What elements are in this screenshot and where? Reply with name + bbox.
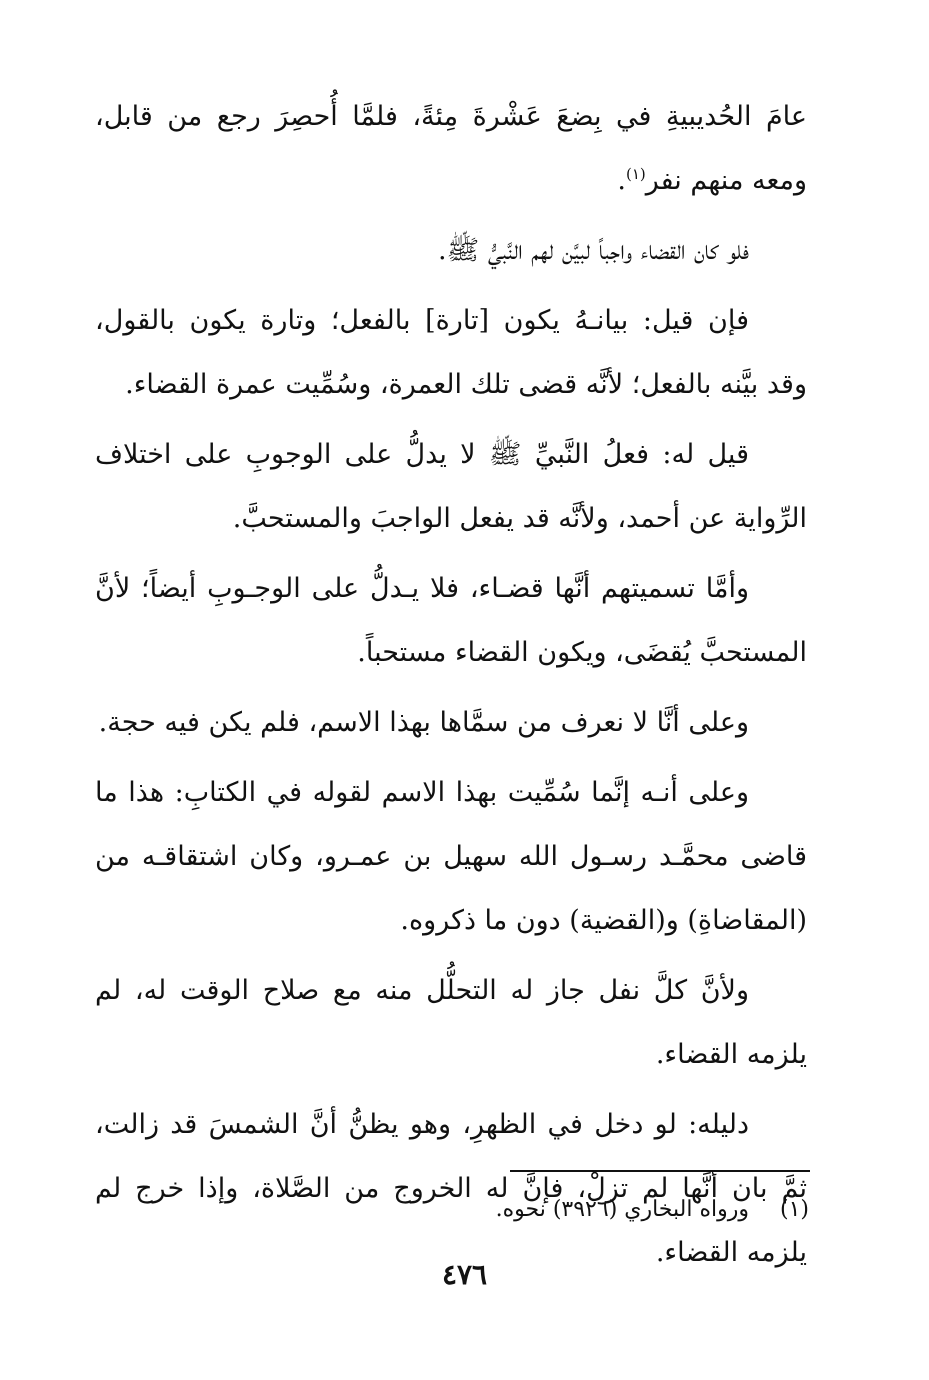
paragraph-1-end: . (617, 165, 626, 196)
footnote-divider (510, 1170, 810, 1172)
paragraph-2: فلو كان القضاء واجباً لبيَّن لهم النَّبيُّ ﷺ. (438, 235, 749, 266)
footnote (209, 1190, 809, 1230)
paragraph-4: قيل له: فعلُ النَّبيِّ ﷺ لا يدلُّ على الوجوبِ على اختلاف الرِّواية عن أحمد، ولأنَّه قد يفعل الواجبَ والمستحبَّ. (95, 439, 807, 534)
footnote-reference[interactable]: (١) (625, 165, 646, 183)
paragraph-7: وعلى أنـه إنَّما سُمِّيت بهذا الاسم لقوله في الكتابِ: هذا ما قاضى محمَّـد رسـول الله سهيل بن عمـرو، وكان اشتقاقـه من (المقاضاةِ) و(القضية) دون ما ذكروه. (95, 777, 807, 936)
page-body (95, 85, 807, 1291)
page-number: ٤٧٦ (441, 1258, 488, 1291)
paragraph-3: فإن قيل: بيانـهُ يكون [تارة] بالفعل؛ وتارة يكون بالقول، وقد بيَّنه بالفعل؛ لأنَّه قضى تلك العمرة، وسُمِّيت عمرة القضاء. (95, 305, 807, 400)
footnote-number: (١) (779, 1197, 809, 1222)
paragraph-5: وأمَّا تسميتهم أنَّها قضـاء، فلا يـدلُّ على الوجـوبِ أيضاً؛ لأنَّ المستحبَّ يُقضَى، ويكون القضاء مستحباً. (95, 573, 807, 668)
paragraph-8: ولأنَّ كلَّ نفل جاز له التحلُّل منه مع صلاح الوقت له، لم يلزمه القضاء. (95, 975, 807, 1070)
paragraph-9: دليله: لو دخل في الظهرِ، وهو يظنُّ أنَّ الشمسَ قد زالت، ثمَّ بان أنَّها لم تزلْ، فإنَّ له الخروج من الصَّلاة، وإذا خرج لم يلزمه القضاء. (95, 1109, 807, 1268)
paragraph-6: وعلى أنَّا لا نعرف من سمَّاها بهذا الاسم، فلم يكن فيه حجة. (98, 707, 749, 738)
footnote-text: ورواه البخاري (٣٩٢٦) نحوه. (495, 1197, 749, 1222)
paragraph-1-text: عامَ الحُديبيةِ في بِضعَ عَشْرةَ مِئةً، فلمَّا أُحصِرَ رجع من قابل، ومعه منهم نفر (95, 101, 807, 196)
paragraph-1 (95, 85, 807, 213)
